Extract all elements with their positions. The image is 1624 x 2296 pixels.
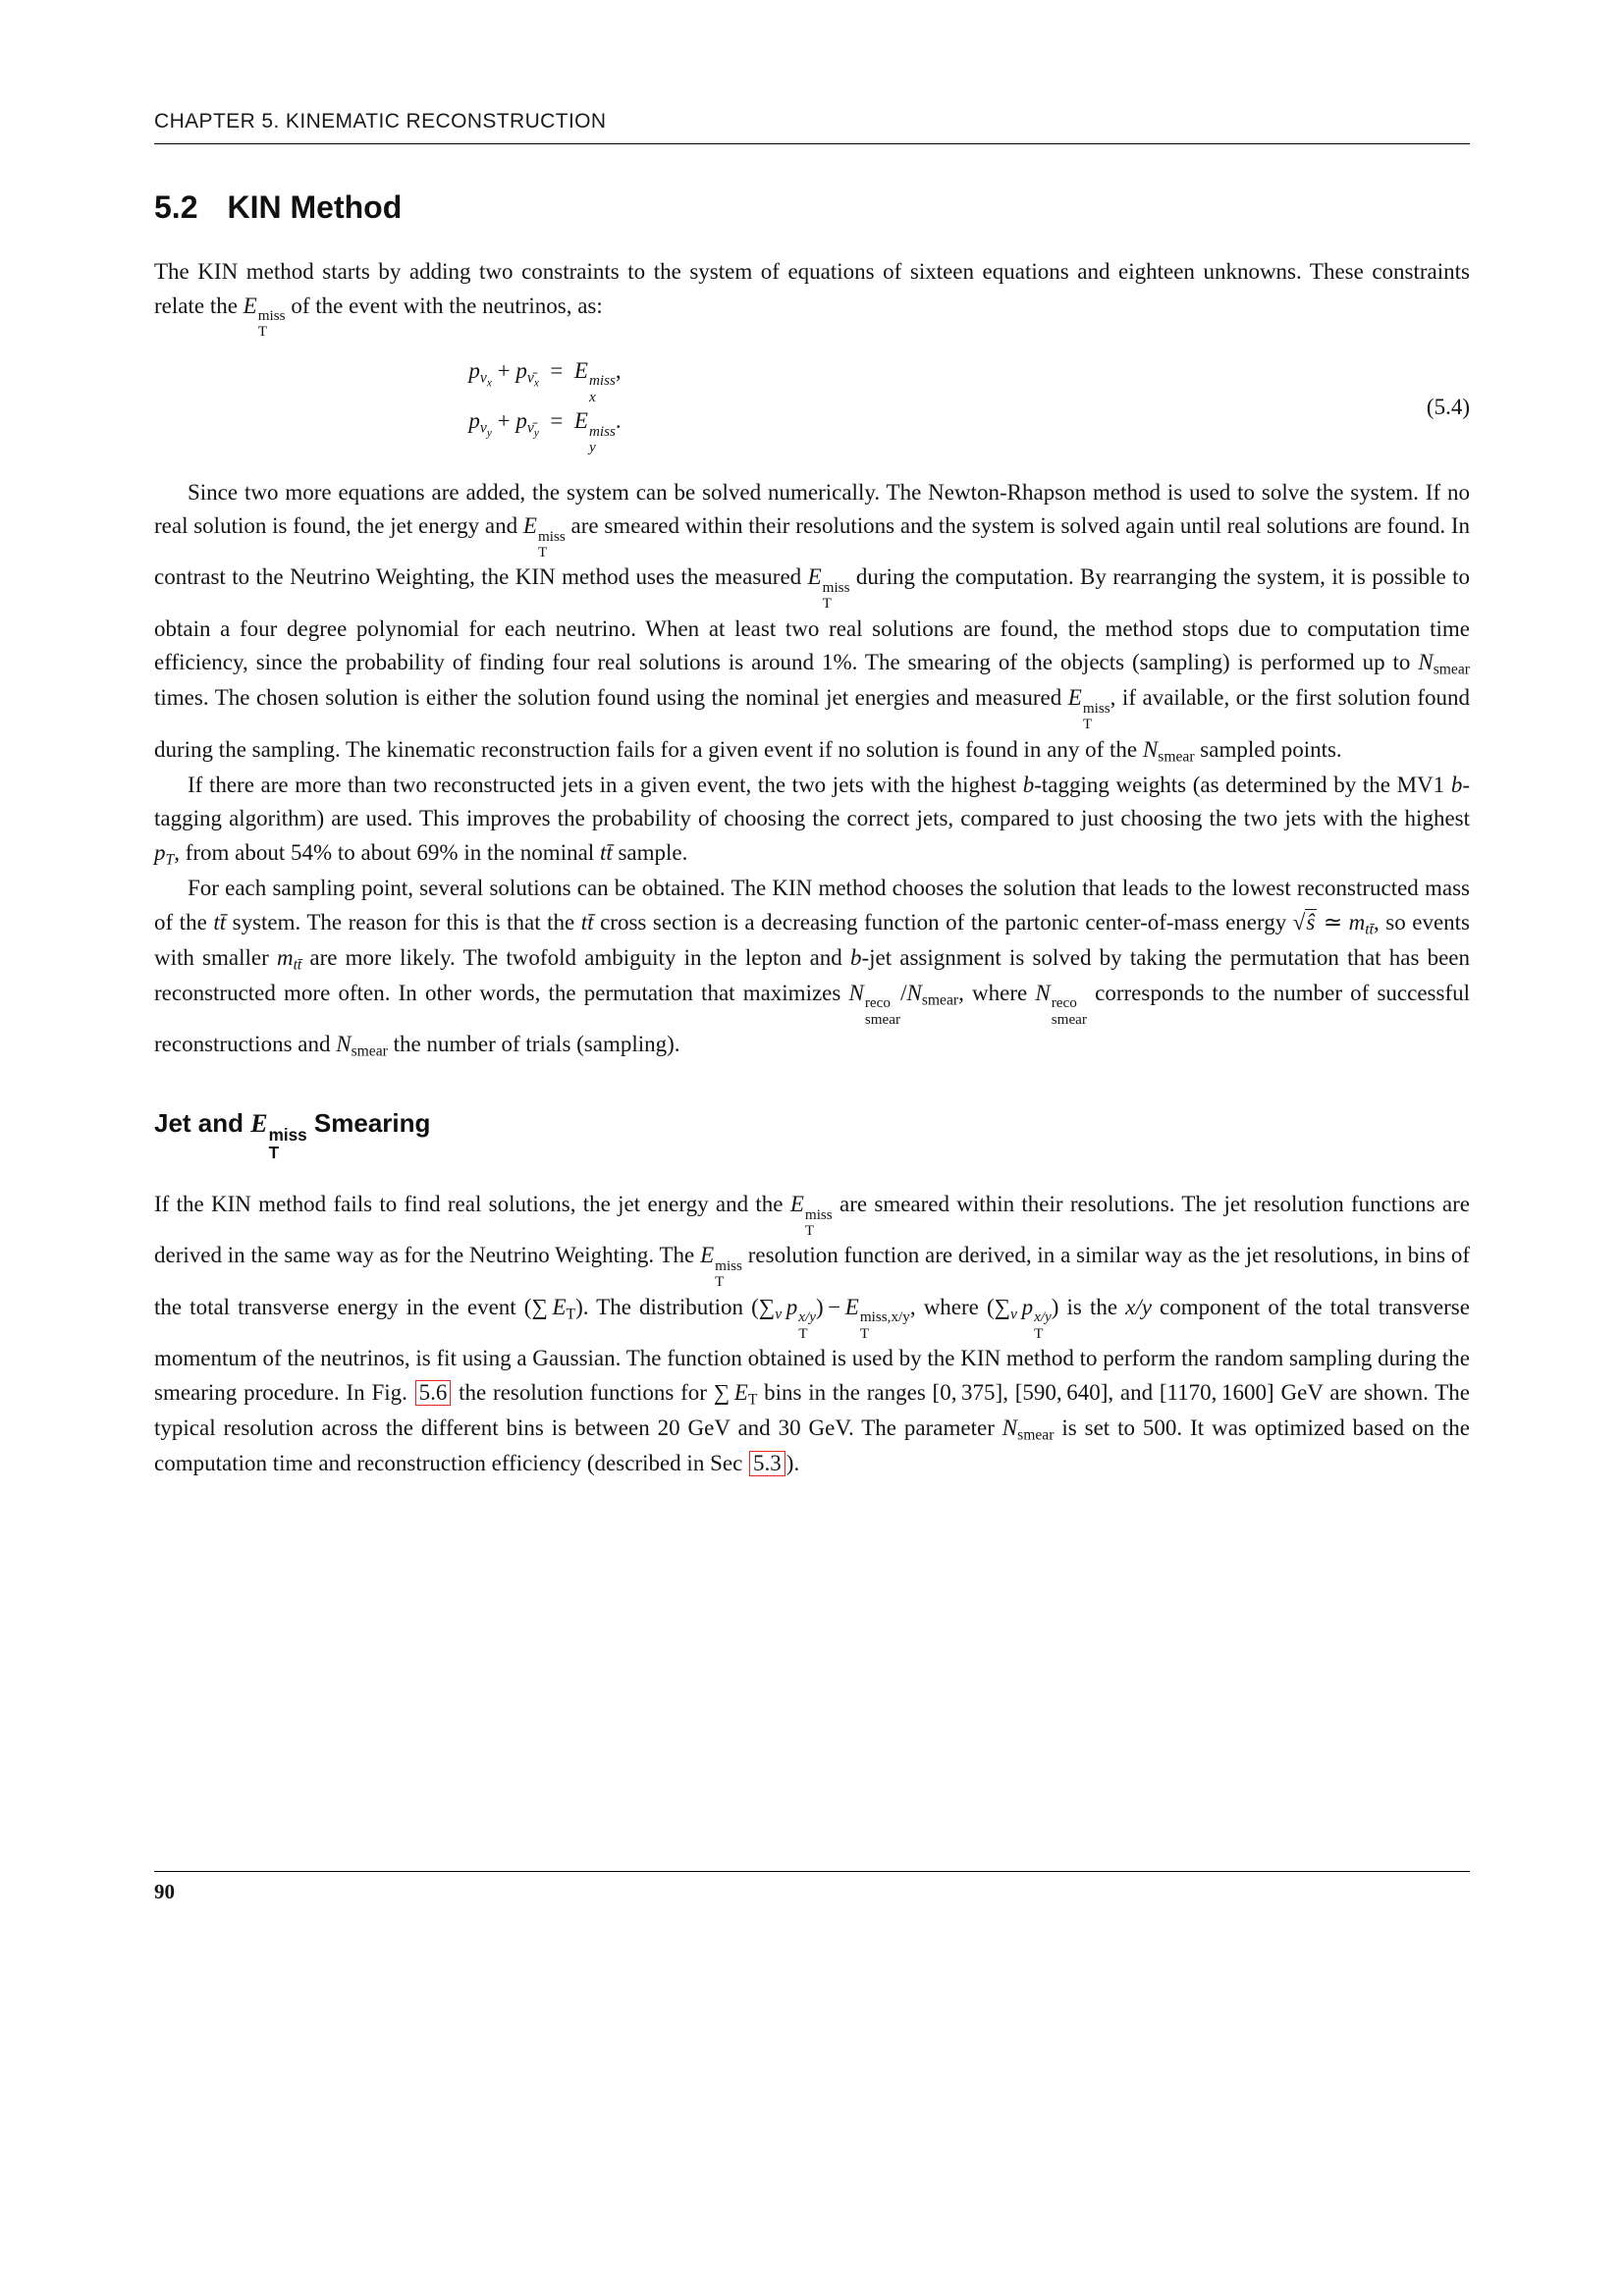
subscript: T xyxy=(268,1143,280,1163)
subscript: T xyxy=(747,1391,758,1409)
equation-number: (5.4) xyxy=(1426,394,1470,419)
math-var: E xyxy=(573,357,588,383)
math-var: E xyxy=(522,513,537,539)
section-name: KIN Method xyxy=(227,189,403,225)
math-subsup xyxy=(715,1258,742,1291)
math-subsup xyxy=(538,529,566,561)
paragraph: If there are more than two reconstructed jets in a given event, the two jets with the highest b-tagging weights (as determined by the MV1 b-tagging algorithm) are used. This improves the probability of choosing the correct jets, compared to just choosing the two jets with the highest $p_T$, from about 54% to about 69% in the nominal tt̄ sample. xyxy=(154,772,1470,869)
section-number: 5.2 xyxy=(154,189,198,225)
running-head-text: CHAPTER 5. KINEMATIC RECONSTRUCTION xyxy=(154,110,607,133)
paragraph: For each sampling point, several solutions can be obtained. The KIN method chooses the solution that leads to the lowest reconstructed mass of the tt̄ system. The reason for this is that the tt̄ cross section is a decreasing function of the partonic center-of-mass energy √ŝ ≃ $m_{tt̄}$, so events with smaller $m_{tt̄}$ are more likely. The twofold ambiguity in the lepton and b-jet assignment is solved by taking the permutation that has been reconstructed more often. In other words, the permutation that maximizes N reco smear $/N_{smear}$, where N reco smear corresponds to the number of successful reconstructions and $N_{smear}$ the number of trials (sampling). xyxy=(154,876,1470,1060)
subscript: T xyxy=(859,1324,870,1342)
math-var: N xyxy=(1142,736,1159,762)
subscript: ν̄ xyxy=(526,419,534,437)
subscript: tt̄ xyxy=(1365,921,1374,938)
math-var: tt̄ xyxy=(599,839,613,865)
running-header xyxy=(154,110,1470,144)
math-subsup xyxy=(865,995,900,1028)
math-subsup xyxy=(1034,1309,1052,1342)
superscript: miss xyxy=(804,1205,833,1223)
math-subsup xyxy=(258,308,286,341)
ref-link[interactable]: 5.3 xyxy=(749,1451,785,1476)
superscript: miss xyxy=(822,579,850,597)
superscript: miss xyxy=(537,527,566,545)
math-var: p xyxy=(785,1294,798,1319)
subscript: smear xyxy=(1017,1426,1055,1444)
content-flow xyxy=(154,255,1470,1480)
superscript: x/y xyxy=(1034,1308,1052,1326)
subscript: smear xyxy=(1433,661,1470,678)
superscript: miss xyxy=(715,1256,742,1274)
subscript: T xyxy=(1034,1324,1044,1342)
subscript: x xyxy=(588,388,596,405)
math-subsup xyxy=(269,1126,307,1162)
math-var: m xyxy=(1348,909,1366,934)
ref-link[interactable]: 5.6 xyxy=(415,1380,452,1406)
subscript: T xyxy=(715,1273,725,1291)
superscript: reco xyxy=(1051,994,1077,1012)
sqrt-expression xyxy=(1293,909,1318,934)
subscript: ν xyxy=(479,419,487,437)
subscript: x xyxy=(486,377,492,390)
subscript: y xyxy=(588,439,596,456)
math-var: b xyxy=(1022,772,1035,797)
math-var: E xyxy=(573,408,588,434)
superscript: miss xyxy=(1082,700,1110,718)
math-var: N xyxy=(1418,650,1434,675)
math-var: x/y xyxy=(1125,1294,1152,1319)
subscript: T xyxy=(257,323,268,341)
subscript: T xyxy=(566,1306,576,1323)
math-var: m xyxy=(276,944,294,970)
section-title xyxy=(154,189,1470,226)
superscript: miss xyxy=(588,422,616,440)
math-var: N xyxy=(336,1032,352,1057)
subscript: smear xyxy=(1158,748,1195,766)
subscript: T xyxy=(822,595,832,613)
math-var: E xyxy=(700,1243,715,1268)
math-subsup xyxy=(1083,701,1110,733)
math-subsup xyxy=(798,1309,816,1342)
superscript: x/y xyxy=(798,1308,816,1326)
page-number: 90 xyxy=(154,1880,175,1903)
math-var: E xyxy=(250,1109,268,1139)
superscript: miss xyxy=(257,307,286,325)
math-subsup xyxy=(1052,995,1087,1028)
equation-row: $p_{\nu y} + p_{\nūy}$ = E miss y . xyxy=(468,408,622,456)
math-var: N xyxy=(1001,1415,1018,1440)
paragraph: If the KIN method fails to find real solutions, the jet energy and the E miss T are smeared within their resolutions. The jet resolution functions are derived in the same way as for the Neutrino Weighting. The E miss T resolution function are derived, in a similar way as the jet resolutions, in bins of the total transverse energy in the event (∑ $E_T$). The distribution ($\sum_\nu$ p x/y T ) − E miss,x/y T , where ($\sum_\nu$ p x/y T ) is the x/y component of the total transverse momentum of the neutrinos, is fit using a Gaussian. The function obtained is used by the KIN method to perform the random sampling during the smearing procedure. In Fig. 5.6 the resolution functions for ∑ $E_T$ bins in the ranges [0, 375], [590, 640], and [1170, 1600] GeV are shown. The typical resolution across the different bins is between 20 GeV and 30 GeV. The parameter $N_{smear}$ is set to 500. It was optimized based on the computation time and reconstruction efficiency (described in Sec 5.3 ). xyxy=(154,1191,1470,1475)
math-var: tt̄ xyxy=(580,909,594,934)
subscript: smear xyxy=(351,1042,388,1060)
superscript: miss,x/y xyxy=(859,1308,910,1326)
equation-rows xyxy=(0,358,1203,456)
math-var: p xyxy=(468,408,480,434)
subscript: smear xyxy=(864,1010,901,1028)
math-var: E xyxy=(243,293,257,318)
math-var: b xyxy=(849,944,862,970)
math-subsup xyxy=(823,580,850,613)
math-var: E xyxy=(552,1294,567,1319)
subscript: smear xyxy=(1051,1010,1087,1028)
page-content xyxy=(154,110,1470,1480)
subsection-title: Jet and E miss T Smearing xyxy=(154,1108,431,1163)
subscript: y xyxy=(533,427,539,440)
subscript: T xyxy=(537,544,548,561)
math-var: p xyxy=(515,408,527,434)
superscript: miss xyxy=(588,372,616,390)
radical-sign: √ xyxy=(1292,909,1306,934)
math-subsup xyxy=(589,424,616,456)
paragraph: Since two more equations are added, the system can be solved numerically. The Newton-Rhapson method is used to solve the system. If no real solution is found, the jet energy and E miss T are smeared within their resolutions and the system is solved again until real solutions are found. In contrast to the Neutrino Weighting, the KIN method uses the measured E miss T during the computation. By rearranging the system, it is possible to obtain a four degree polynomial for each neutrino. When at least two real solutions are found, the method stops due to computation time efficiency, since the probability of finding four real solutions is around 1%. The smearing of the objects (sampling) is performed up to $N_{smear}$ times. The chosen solution is either the solution found using the nominal jet energies and measured E miss T , if available, or the first solution found during the sampling. The kinematic reconstruction fails for a given event if no solution is found in any of the $N_{smear}$ sampled points. xyxy=(154,479,1470,766)
display-equation xyxy=(154,358,1470,456)
radicand: ŝ xyxy=(1306,909,1316,934)
math-subsup xyxy=(860,1309,910,1342)
math-var: E xyxy=(1067,685,1082,711)
equation-row: $p_{\nu x} + p_{\nūx}$ = E miss x , xyxy=(468,357,622,405)
math-var: E xyxy=(844,1294,859,1319)
subscript: T xyxy=(165,851,175,869)
subscript: ν xyxy=(1010,1306,1017,1323)
math-var: b xyxy=(1450,772,1463,797)
subscript: ν xyxy=(479,369,487,387)
subscript: smear xyxy=(921,991,959,1009)
subscript: ν̄ xyxy=(526,369,534,387)
math-var: E xyxy=(733,1379,748,1405)
math-var: p xyxy=(468,357,480,383)
math-subsup xyxy=(805,1207,833,1240)
header-rule xyxy=(154,143,1470,144)
math-subsup xyxy=(589,373,616,405)
page-footer xyxy=(154,1871,1470,1904)
superscript: miss xyxy=(268,1124,307,1145)
math-var: E xyxy=(807,564,822,590)
subscript: T xyxy=(798,1324,808,1342)
subscript: T xyxy=(804,1221,815,1239)
math-var: p xyxy=(515,357,527,383)
superscript: reco xyxy=(864,994,891,1012)
subscript: ν xyxy=(775,1306,783,1323)
subscript: x xyxy=(533,377,539,390)
math-var: E xyxy=(789,1191,804,1216)
math-var: N xyxy=(848,980,864,1005)
math-var: p xyxy=(1021,1294,1034,1319)
math-var: tt̄ xyxy=(213,909,227,934)
math-var: p xyxy=(154,839,166,865)
subscript: T xyxy=(1082,716,1093,733)
subscript: tt̄ xyxy=(293,956,302,974)
paragraph: The KIN method starts by adding two constraints to the system of equations of sixteen equations and eighteen unknowns. These constraints relate the E miss T of the event with the neutrinos, as: xyxy=(154,259,1470,341)
math-var: N xyxy=(906,980,922,1005)
math-var: N xyxy=(1035,980,1051,1005)
subscript: y xyxy=(486,427,492,440)
footer-rule xyxy=(154,1871,1470,1872)
